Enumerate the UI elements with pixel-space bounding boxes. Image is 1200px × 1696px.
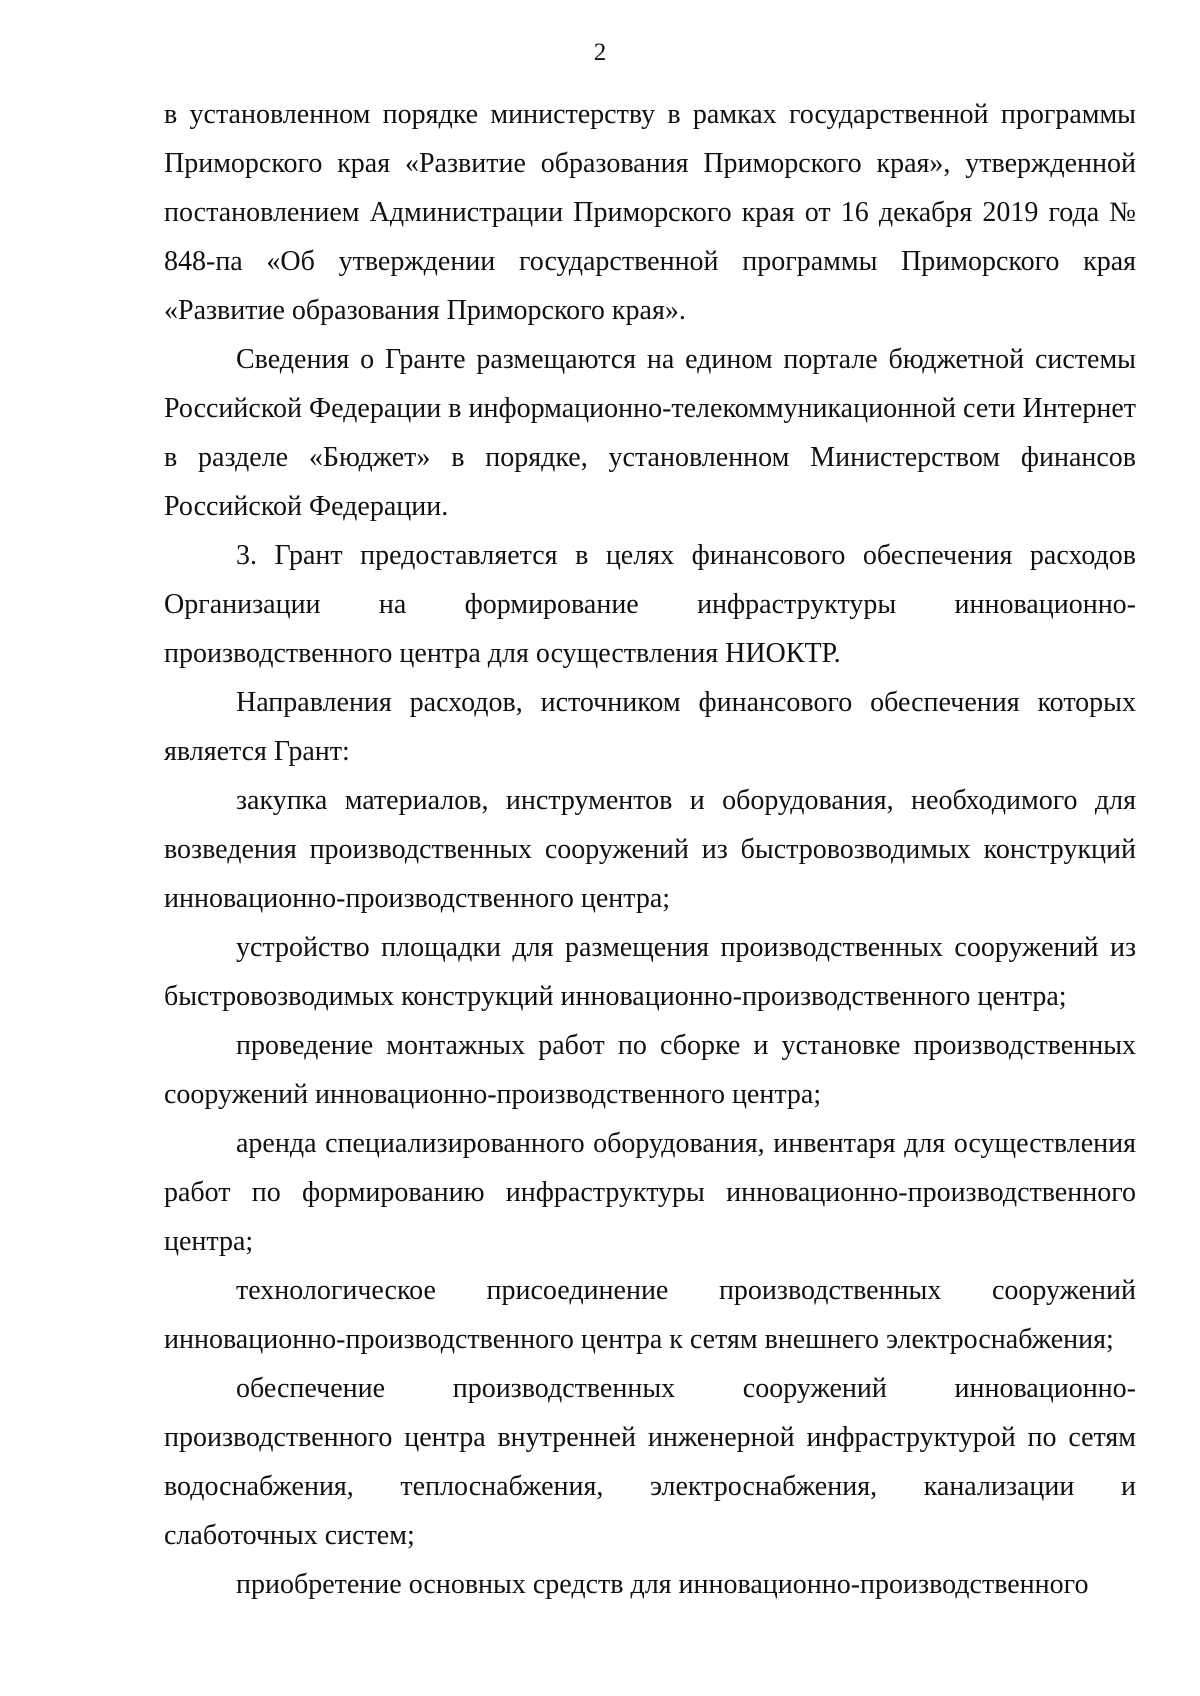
paragraph-grant-info: Сведения о Гранте размещаются на едином портале бюджетной системы Российской Федерации в информационно-телекоммуникационной сети Интернет в разделе «Бюджет» в порядке, установленном Министерством финансов Российской Федерации.: [164, 344, 1136, 522]
list-item-fixed-assets: приобретение основных средств для инновационно-производственного: [236, 1569, 1089, 1600]
list-item-site: устройство площадки для размещения производственных сооружений из быстровозводимых конструкций инновационно-производственного центра;: [164, 932, 1136, 1012]
paragraph-expense-directions: Направления расходов, источником финансового обеспечения которых является Грант:: [164, 687, 1136, 767]
list-item-grid-connection: технологическое присоединение производственных сооружений инновационно-производственного центра к сетям внешнего электроснабжения;: [164, 1275, 1136, 1355]
list-item-rental: аренда специализированного оборудования, инвентаря для осуществления работ по формированию инфраструктуры инновационно-производственного центра;: [164, 1128, 1136, 1257]
list-item-installation: проведение монтажных работ по сборке и установке производственных сооружений инновационно-производственного центра;: [164, 1030, 1136, 1110]
paragraph-continuation: в установленном порядке министерству в рамках государственной программы Приморского края «Развитие образования Приморского края», утвержденной постановлением Администрации Приморского края от 16 декабря 2019 года № 848-па «Об утверждении государственной программы Приморского края «Развитие образования Приморского края».: [164, 99, 1136, 326]
list-item-engineering: обеспечение производственных сооружений инновационно-производственного центра внутренней инженерной инфраструктурой по сетям водоснабжения, теплоснабжения, электроснабжения, канализации и слаботочных систем;: [164, 1373, 1136, 1551]
list-item-materials: закупка материалов, инструментов и оборудования, необходимого для возведения производственных сооружений из быстровозводимых конструкций инновационно-производственного центра;: [164, 785, 1136, 914]
document-body: [164, 90, 1136, 1609]
page-number: 2: [593, 39, 607, 66]
paragraph-clause-3: 3. Грант предоставляется в целях финансового обеспечения расходов Организации на формирование инфраструктуры инновационно-производственного центра для осуществления НИОКТР.: [164, 540, 1136, 669]
